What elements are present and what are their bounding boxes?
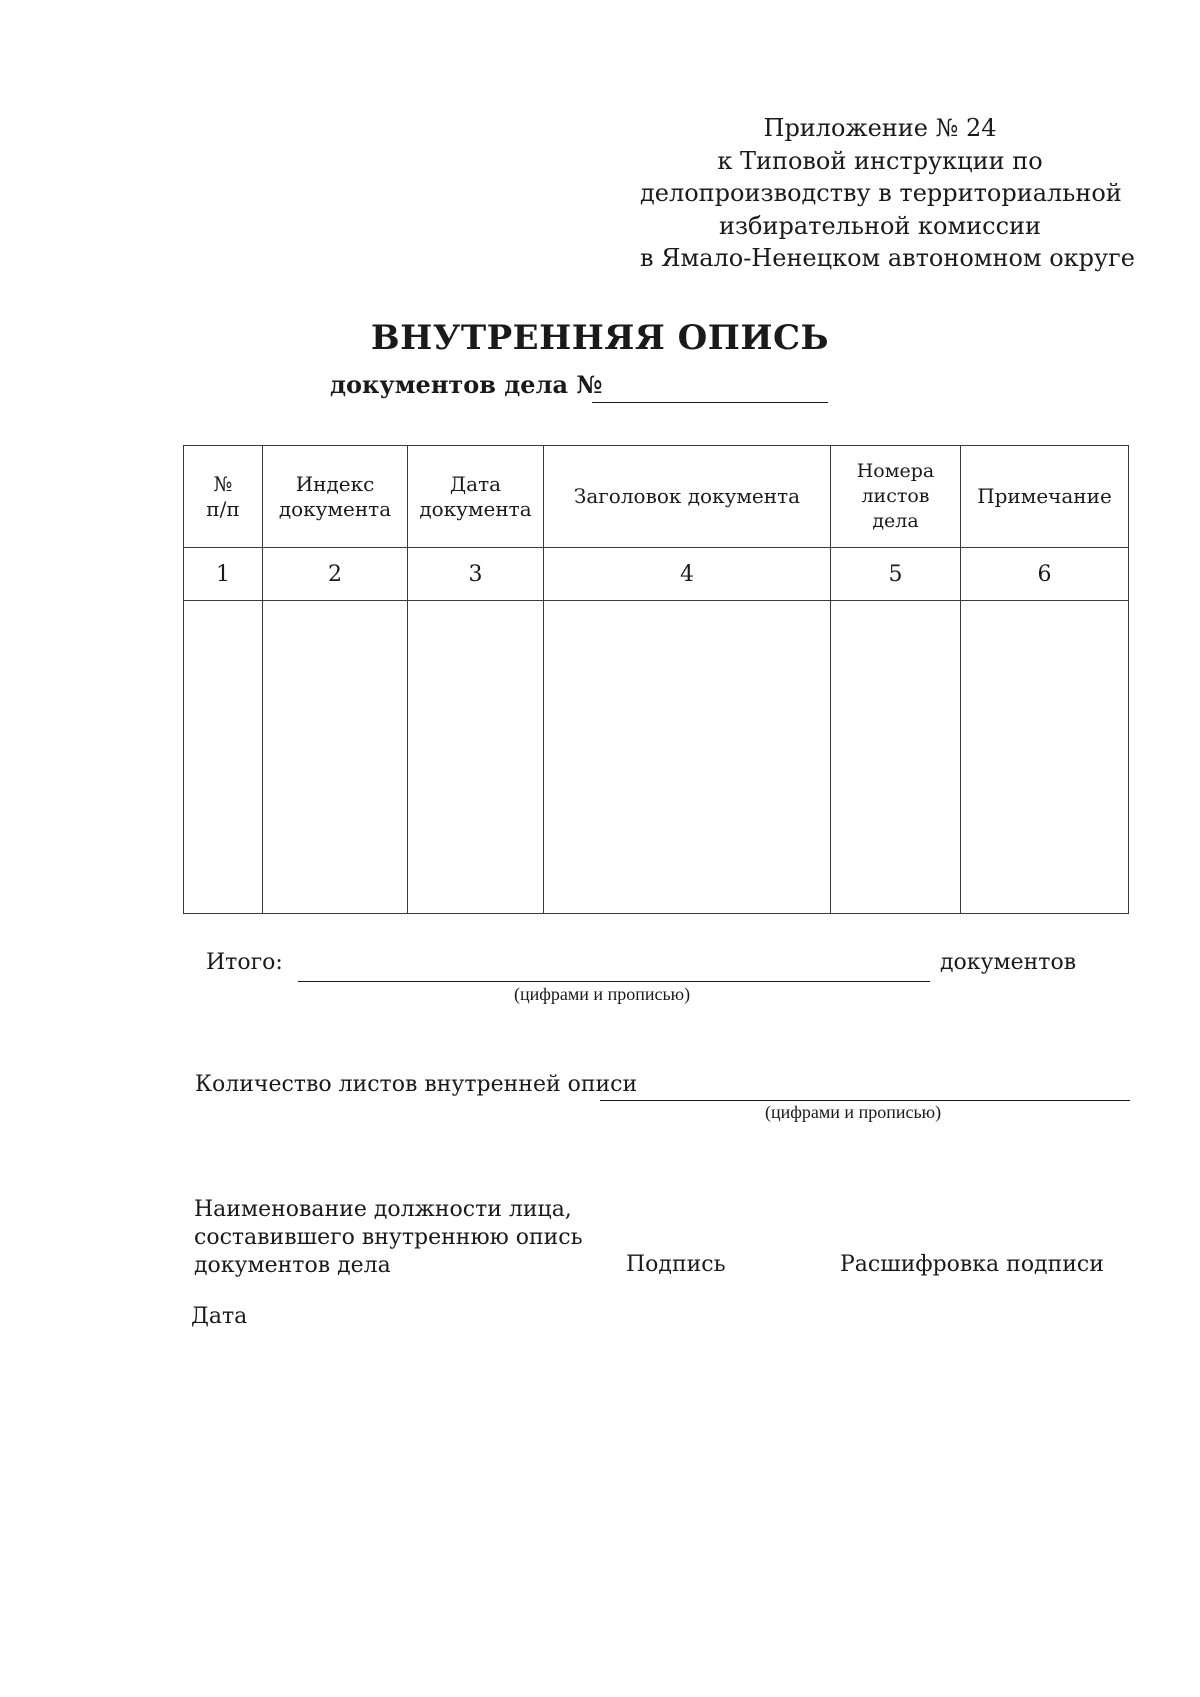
header-text: документа [419,496,532,521]
appendix-line: делопроизводству в территориальной [640,179,1122,207]
column-number: 3 [408,548,544,601]
date-label: Дата [191,1304,248,1329]
header-text: листов [861,485,930,507]
appendix-line: избирательной комиссии [718,211,1042,240]
header-cell-sheet-numbers [831,446,961,548]
table-header-row [184,446,1129,548]
appendix-line: Приложение № 24 [763,114,997,142]
empty-cell-title[interactable] [544,601,831,914]
header-text: дела [872,510,919,532]
total-label: Итого: [206,950,283,975]
table-row [184,601,1129,914]
header-cell-title [544,446,831,548]
header-cell-note [961,446,1129,548]
position-line: документов дела [194,1253,391,1278]
total-field[interactable] [298,981,930,982]
header-cell-date [408,446,544,548]
empty-cell-index[interactable] [263,601,408,914]
header-text: Заголовок документа [573,484,801,508]
empty-cell-note[interactable] [961,601,1129,914]
header-text: Номера [856,460,935,482]
header-cell-index [263,446,408,548]
sheet-count-field[interactable] [600,1100,1130,1101]
sheet-count-label: Количество листов внутренней описи [195,1072,638,1097]
appendix-note [640,112,1135,275]
position-label [194,1196,583,1280]
position-line: Наименование должности лица, [194,1197,572,1222]
column-number-row [184,548,1129,601]
appendix-line: в Ямало-Ненецком автономном округе [640,244,1135,272]
header-text: п/п [206,496,240,521]
header-text: Индекс [295,471,375,496]
header-cell-number [184,446,263,548]
column-number: 5 [831,548,961,601]
case-number-field[interactable] [592,402,828,403]
document-title: ВНУТРЕННЯЯ ОПИСЬ [370,318,830,358]
position-line: составившего внутреннюю опись [194,1225,583,1250]
appendix-line: к Типовой инструкции по [717,146,1043,175]
column-number: 6 [961,548,1129,601]
inventory-table [183,445,1129,914]
header-text: № [213,471,233,496]
signature-label: Подпись [626,1252,726,1277]
column-number: 2 [263,548,408,601]
column-number: 4 [544,548,831,601]
total-hint: (цифрами и прописью) [514,984,691,1004]
signature-decryption-label: Расшифровка подписи [840,1252,1104,1277]
empty-cell-date[interactable] [408,601,544,914]
column-number: 1 [184,548,263,601]
empty-cell-number[interactable] [184,601,263,914]
empty-cell-sheet-numbers[interactable] [831,601,961,914]
header-text: Примечание [977,484,1112,508]
document-subtitle: документов дела № [330,370,603,399]
header-text: документа [278,496,392,521]
header-text: Дата [449,471,502,496]
total-suffix: документов [940,950,1077,975]
sheet-count-hint: (цифрами и прописью) [765,1102,942,1122]
